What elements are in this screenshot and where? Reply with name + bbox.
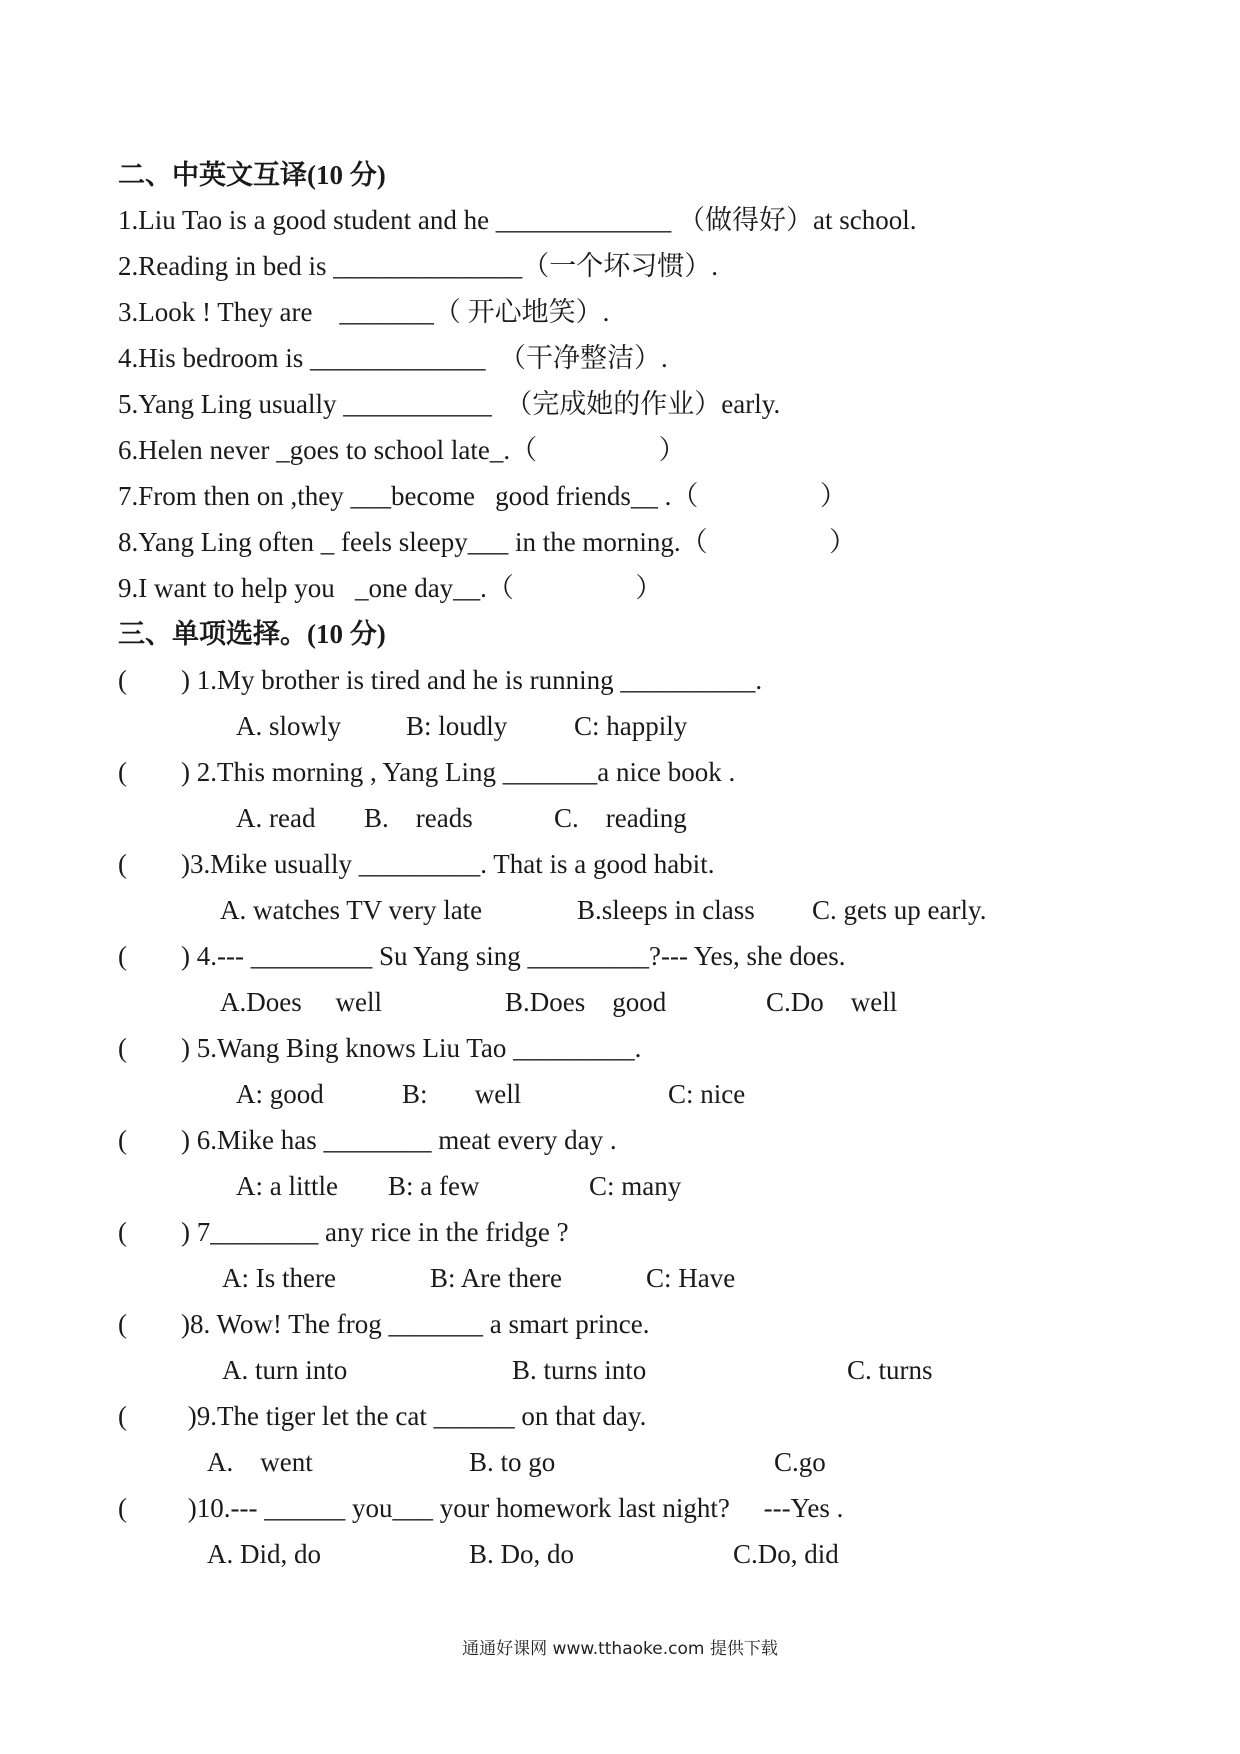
question-9-stem: ( )9.The tiger let the cat ______ on that day. bbox=[118, 1401, 647, 1431]
question-3-option-c: C. gets up early. bbox=[812, 895, 987, 925]
question-2-option-c: C. reading bbox=[554, 803, 687, 833]
question-6-option-a: A: a little bbox=[236, 1171, 338, 1201]
translation-item-6: 6.Helen never _goes to school late_.（ ） bbox=[118, 435, 686, 465]
question-5-option-c: C: nice bbox=[668, 1079, 746, 1109]
section-3-heading: 三、单项选择。(10 分) bbox=[118, 619, 386, 649]
question-10-stem: ( )10.--- ______ you___ your homework last night? ---Yes . bbox=[118, 1493, 844, 1523]
question-3-option-a: A. watches TV very late bbox=[220, 895, 483, 925]
section-2-heading: 二、中英文互译(10 分) bbox=[118, 160, 386, 190]
translation-item-3: 3.Look ! They are _______（ 开心地笑）. bbox=[118, 297, 610, 327]
question-10-option-a: A. Did, do bbox=[207, 1539, 321, 1569]
translation-item-9: 9.I want to help you _one day__.（ ） bbox=[118, 573, 663, 603]
question-7-option-b: B: Are there bbox=[430, 1263, 562, 1293]
translation-item-8: 8.Yang Ling often _ feels sleepy___ in the morning.（ ） bbox=[118, 527, 857, 557]
question-2-option-b: B. reads bbox=[364, 803, 473, 833]
question-10-option-c: C.Do, did bbox=[733, 1539, 839, 1569]
question-5-stem: ( ) 5.Wang Bing knows Liu Tao _________. bbox=[118, 1033, 642, 1063]
question-10-option-b: B. Do, do bbox=[469, 1539, 575, 1569]
question-1-option-b: B: loudly bbox=[406, 711, 508, 741]
question-4-stem: ( ) 4.--- _________ Su Yang sing _________?--- Yes, she does. bbox=[118, 941, 846, 971]
question-4-option-c: C.Do well bbox=[766, 987, 898, 1017]
question-8-stem: ( )8. Wow! The frog _______ a smart prince. bbox=[118, 1309, 650, 1339]
translation-item-4: 4.His bedroom is _____________ （干净整洁）. bbox=[118, 343, 668, 373]
question-1-option-a: A. slowly bbox=[236, 711, 342, 741]
question-5-option-b: B: well bbox=[402, 1079, 522, 1109]
page-footer: 通通好课网 www.tthaoke.com 提供下载 bbox=[462, 1639, 778, 1659]
question-6-stem: ( ) 6.Mike has ________ meat every day . bbox=[118, 1125, 617, 1155]
question-4-option-a: A.Does well bbox=[220, 987, 382, 1017]
translation-item-7: 7.From then on ,they ___become good friends__ .（ ） bbox=[118, 481, 847, 511]
question-9-option-a: A. went bbox=[207, 1447, 313, 1477]
question-9-option-b: B. to go bbox=[469, 1447, 556, 1477]
question-3-option-b: B.sleeps in class bbox=[577, 895, 755, 925]
question-7-option-a: A: Is there bbox=[222, 1263, 336, 1293]
question-5-option-a: A: good bbox=[236, 1079, 324, 1109]
translation-item-2: 2.Reading in bed is ______________（一个坏习惯）. bbox=[118, 251, 718, 281]
question-6-option-c: C: many bbox=[589, 1171, 682, 1201]
question-7-stem: ( ) 7________ any rice in the fridge ? bbox=[118, 1217, 569, 1247]
question-3-stem: ( )3.Mike usually _________. That is a good habit. bbox=[118, 849, 715, 879]
question-1-option-c: C: happily bbox=[574, 711, 688, 741]
question-8-option-c: C. turns bbox=[847, 1355, 933, 1385]
translation-item-5: 5.Yang Ling usually ___________ （完成她的作业）early. bbox=[118, 389, 781, 419]
question-8-option-a: A. turn into bbox=[222, 1355, 348, 1385]
question-7-option-c: C: Have bbox=[646, 1263, 736, 1293]
question-1-stem: ( ) 1.My brother is tired and he is running __________. bbox=[118, 665, 763, 695]
question-8-option-b: B. turns into bbox=[512, 1355, 647, 1385]
question-6-option-b: B: a few bbox=[388, 1171, 480, 1201]
question-4-option-b: B.Does good bbox=[505, 987, 667, 1017]
question-2-option-a: A. read bbox=[236, 803, 316, 833]
translation-item-1: 1.Liu Tao is a good student and he _____________ （做得好）at school. bbox=[118, 205, 917, 235]
question-9-option-c: C.go bbox=[774, 1447, 826, 1477]
question-2-stem: ( ) 2.This morning , Yang Ling _______a nice book . bbox=[118, 757, 736, 787]
